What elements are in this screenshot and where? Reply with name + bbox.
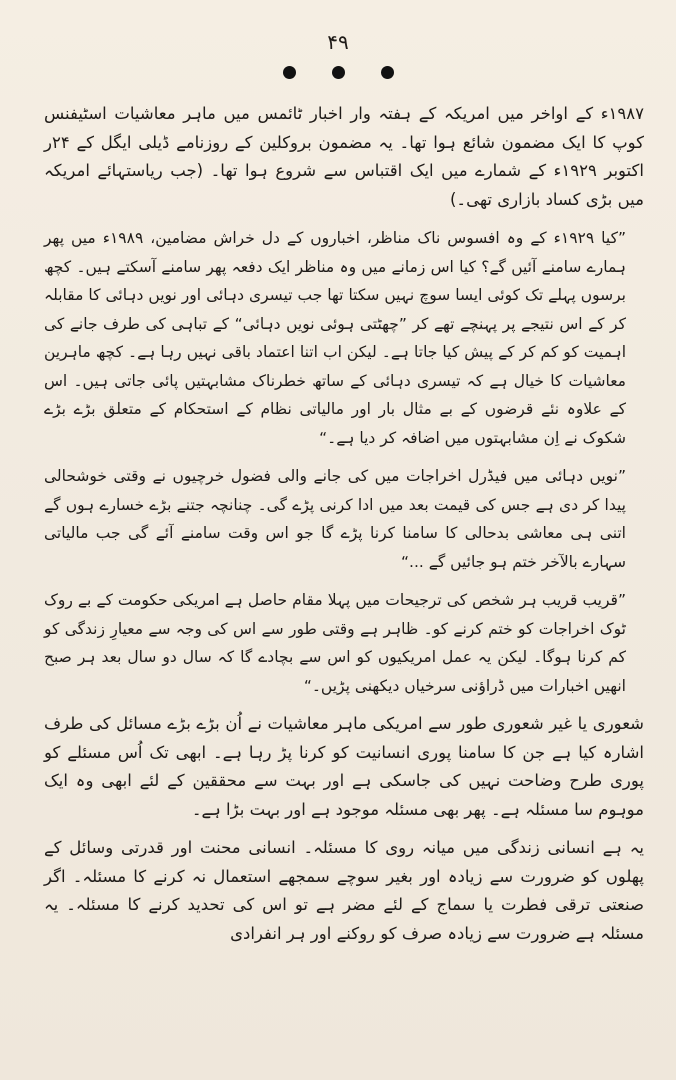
quote-paragraph: ”کیا ۱۹۲۹ء کے وہ افسوس ناک مناظر، اخباروں کے دل خراش مضامین، ۱۹۸۹ء میں پھر ہمارے سامنے آئیں گے؟ کیا اس زمانے میں وہ مناظر ایک دفعہ پھر سامنے آسکتے ہیں۔ کچھ برسوں پہلے تک کوئی ایسا سوچ نہیں سکتا تھا جب تیسری دہائی اور نویں دہائی کا مقابلہ کر کے اس نتیجے پر پہنچے تھے کر ”چھٹتی ہوئی نویں دہائی“ کے تباہی کی طرف جانے کی اہمیت کو کم کر کے پیش کیا جاتا ہے۔ لیکن اب اتنا اعتماد باقی نہیں رہا ہے۔ کچھ ماہرین معاشیات کا خیال ہے کہ تیسری دہائی کے ساتھ خطرناک مشابہتیں پائی جاتی ہیں۔ اس کے علاوہ نئے قرضوں کے بے مثال بار اور مالیاتی نظام کے استحکام کے متعلق بڑے بڑے شکوک نے اِن مشابہتوں میں اضافہ کر دیا ہے۔“ [44, 229, 626, 447]
ornament-dot [381, 66, 394, 79]
ornament-dot [283, 66, 296, 79]
paragraph: شعوری یا غیر شعوری طور سے امریکی ماہر معاشیات نے اُن بڑے بڑے مسائل کی طرف اشارہ کیا ہے جن کا سامنا پوری انسانیت کو کرنا پڑ رہا ہے۔ ابھی تک اُس مسئلے کو پوری طرح وضاحت نہیں کی جاسکی ہے اور بہت سے محققین کے لئے ابھی وہ ایک موہوم سا مسئلہ ہے۔ پھر بھی مسئلہ موجود ہے اور بہت بڑا ہے۔ [44, 714, 644, 819]
section-ornament [0, 66, 676, 79]
body-text [44, 100, 644, 958]
quote-paragraph: ”نویں دہائی میں فیڈرل اخراجات میں کی جانے والی فضول خرچیوں نے وقتی خوشحالی پیدا کر دی ہے جس کی قیمت بعد میں ادا کرنی پڑے گی۔ چنانچہ جتنے بڑے خسارے ہوں گے اتنی ہی معاشی بدحالی کا سامنا کرنا پڑے گا جو اس وقت سامنے آئے گی جب مالیاتی سہارے بالآخر ختم ہو جائیں گے ...“ [44, 467, 626, 571]
page-number: ۴۹ [327, 30, 349, 54]
ornament-dot [332, 66, 345, 79]
paragraph: یہ ہے انسانی زندگی میں میانہ روی کا مسئلہ۔ انسانی محنت اور قدرتی وسائل کے پھلوں کو ضرورت سے زیادہ اور بغیر سوچے سمجھے استعمال نہ کرنے کا مسئلہ۔ اگر صنعتی ترقی فطرت یا سماج کے لئے مضر ہے تو اس کی تحدید کرنے کا مسئلہ۔ یہ مسئلہ ہے ضرورت سے زیادہ صرف کو روکنے اور ہر انفرادی [44, 838, 644, 943]
quote-paragraph: ”قریب قریب ہر شخص کی ترجیحات میں پہلا مقام حاصل ہے امریکی حکومت کے بے روک ٹوک اخراجات کو ختم کرنے کو۔ ظاہر ہے وقتی طور سے اس کی وجہ سے معیارِ زندگی کو کم کرنا ہوگا۔ لیکن یہ عمل امریکیوں کو اس سے بچادے گا کہ سال دو سال بعد ہر صبح انھیں اخبارات میں ڈراؤنی سرخیاں دیکھنی پڑیں۔“ [44, 591, 626, 695]
paragraph-intro: ۱۹۸۷ء کے اواخر میں امریکہ کے ہفتہ وار اخبار ٹائمس میں ماہر معاشیات اسٹیفنس کوپ کا ایک مضمون شائع ہوا تھا۔ یہ مضمون بروکلین کے روزنامے ڈیلی ایگل کے ۲۴ر اکتوبر ۱۹۲۹ء کے شمارے میں ایک اقتباس سے شروع ہوا تھا۔ (جب ریاستہائے امریکہ میں بڑی کساد بازاری تھی۔) [44, 104, 644, 209]
